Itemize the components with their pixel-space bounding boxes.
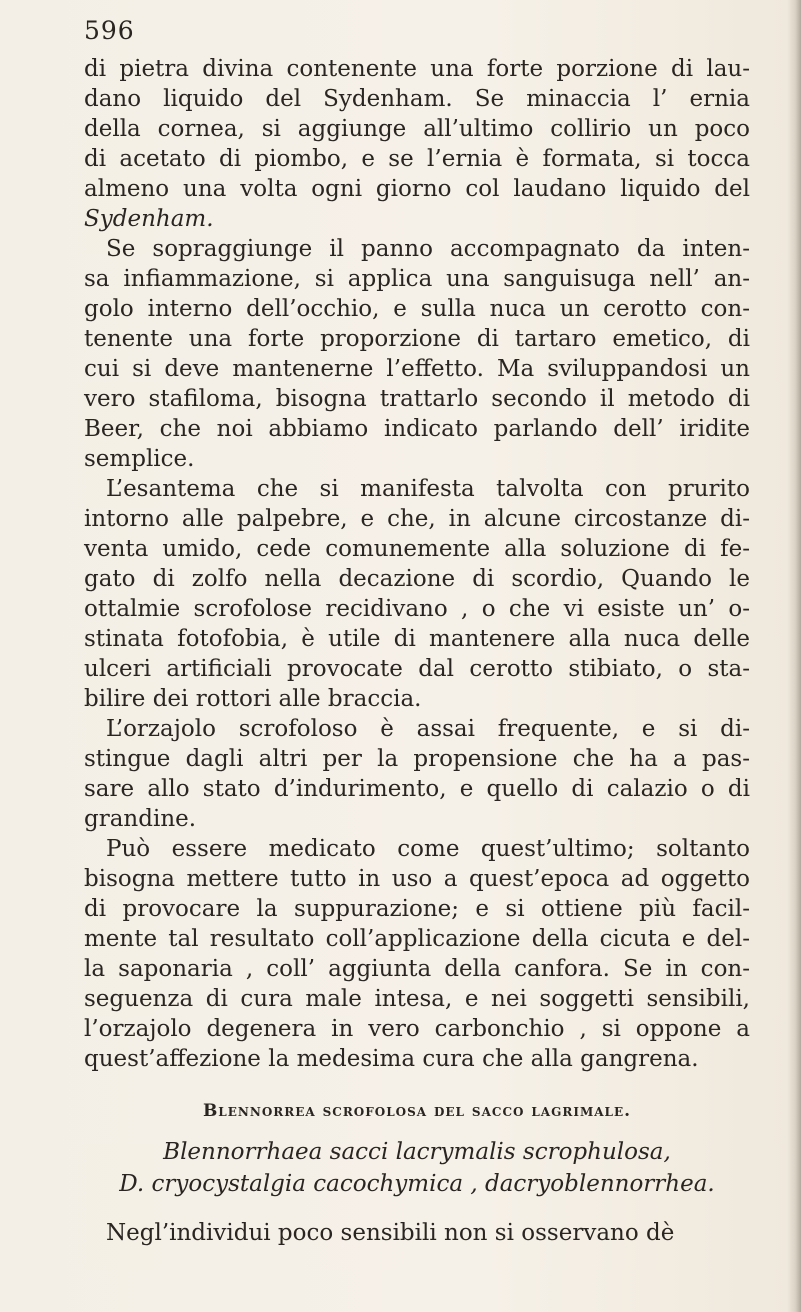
latin-line: D. cryocystalgia cacochymica , dacryoblennorrhea. xyxy=(119,1171,715,1197)
text-line: stinata fotofobia, è utile di mantenere alla nuca delle xyxy=(84,626,750,652)
text-line: vero stafiloma, bisogna trattarlo secondo il metodo di xyxy=(84,386,750,412)
text-line: venta umido, cede comunemente alla soluzione di fe- xyxy=(84,536,750,562)
text-line: sa infiammazione, si applica una sanguisuga nell’ an- xyxy=(84,266,750,292)
text-line: bisogna mettere tutto in uso a quest’epoca ad oggetto xyxy=(84,866,750,892)
text-line: semplice. xyxy=(84,446,195,472)
text-line: cui si deve mantenerne l’effetto. Ma sviluppandosi un xyxy=(84,356,750,382)
text-line: grandine. xyxy=(84,806,197,832)
text-line: ottalmie scrofolose recidivano , o che vi esiste un’ o- xyxy=(84,596,750,622)
paragraph-4 xyxy=(84,714,750,834)
text-line: di provocare la suppurazione; e si ottiene più facil- xyxy=(84,896,750,922)
text-line: stingue dagli altri per la propensione che ha a pas- xyxy=(84,746,750,772)
text-line: sare allo stato d’indurimento, e quello di calazio o di xyxy=(84,776,750,802)
text-line: l’orzajolo degenera in vero carbonchio , si oppone a xyxy=(84,1016,750,1042)
text-line: Sydenham. xyxy=(84,206,214,232)
text-line: Se sopraggiunge il panno accompagnato da inten- xyxy=(106,236,750,262)
text-line: golo interno dell’occhio, e sulla nuca un cerotto con- xyxy=(84,296,750,322)
text-line: L’orzajolo scrofoloso è assai frequente, e si di- xyxy=(106,716,750,742)
text-line: mente tal resultato coll’applicazione della cicuta e del- xyxy=(84,926,750,952)
text-line: dano liquido del Sydenham. Se minaccia l’ ernia xyxy=(84,86,750,112)
text-line: intorno alle palpebre, e che, in alcune circostanze di- xyxy=(84,506,750,532)
text-line: quest’affezione la medesima cura che alla gangrena. xyxy=(84,1046,699,1072)
text-line: la saponaria , coll’ aggiunta della canfora. Se in con- xyxy=(84,956,750,982)
page-edge-shadow xyxy=(787,0,801,1312)
text-line: di pietra divina contenente una forte porzione di lau- xyxy=(84,56,750,82)
text-line: Beer, che noi abbiamo indicato parlando dell’ iridite xyxy=(84,416,750,442)
text-line: ulceri artificiali provocate dal cerotto stibiato, o sta- xyxy=(84,656,750,682)
body-text xyxy=(84,54,750,1248)
paragraph-1 xyxy=(84,54,750,234)
text-line: L’esantema che si manifesta talvolta con prurito xyxy=(106,476,750,502)
text-line: Può essere medicato come quest’ultimo; soltanto xyxy=(106,836,750,862)
text-line: almeno una volta ogni giorno col laudano liquido del xyxy=(84,176,750,202)
latin-line: Blennorrhaea sacci lacrymalis scrophulosa, xyxy=(163,1139,671,1165)
paragraph-2 xyxy=(84,234,750,474)
latin-synonyms xyxy=(84,1136,750,1200)
section-heading: Blennorrea scrofolosa del sacco lagrimale. xyxy=(202,1101,632,1121)
text-line: bilire dei rottori alle braccia. xyxy=(84,686,422,712)
text-line: di acetato di piombo, e se l’ernia è formata, si tocca xyxy=(84,146,750,172)
text-line: tenente una forte proporzione di tartaro emetico, di xyxy=(84,326,750,352)
page-number: 596 xyxy=(84,16,135,45)
paragraph-3 xyxy=(84,474,750,714)
text-line: gato di zolfo nella decazione di scordio, Quando le xyxy=(84,566,750,592)
text-line: della cornea, si aggiunge all’ultimo collirio un poco xyxy=(84,116,750,142)
final-line: Negl’individui poco sensibili non si osservano dè xyxy=(106,1220,675,1246)
text-line: seguenza di cura male intesa, e nei soggetti sensibili, xyxy=(84,986,750,1012)
paragraph-5 xyxy=(84,834,750,1074)
